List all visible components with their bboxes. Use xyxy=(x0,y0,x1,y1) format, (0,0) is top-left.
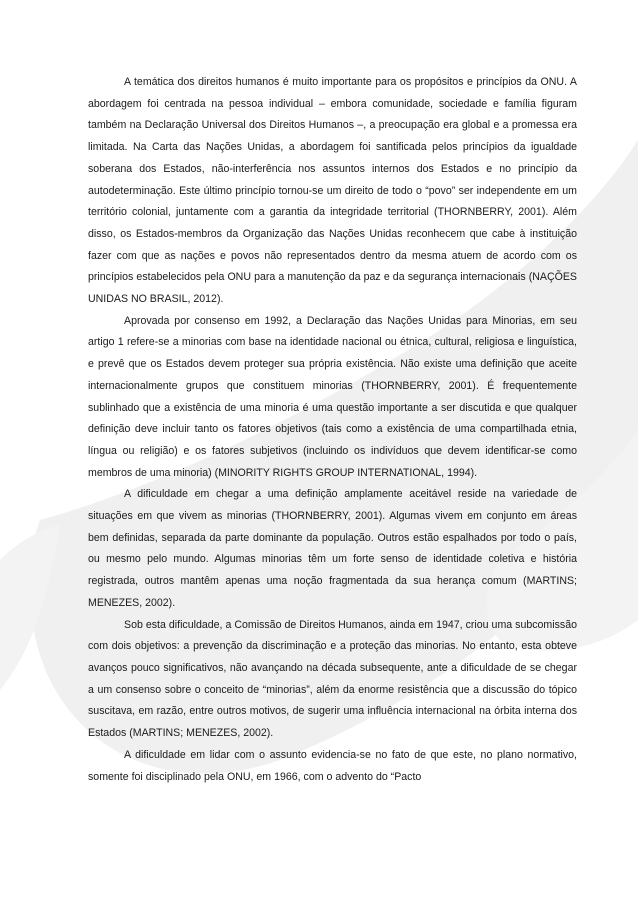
paragraph-3: A dificuldade em chegar a uma definição amplamente aceitável reside na variedade de situações em que vivem as minorias (THORNBERRY, 2001). Algumas vivem em conjunto em áreas bem definidas, separada da parte dominante da população. Outros estão espalhados por todo o país, ou mesmo pelo mundo. Algumas minorias têm um forte senso de identidade coletiva e história registrada, outros mantêm apenas uma noção fragmentada da sua herança comum (MARTINS; MENEZES, 2002). xyxy=(88,488,577,609)
paragraph-5: A dificuldade em lidar com o assunto evidencia-se no fato de que este, no plano normativo, somente foi disciplinado pela ONU, em 1966, com o advento do “Pacto xyxy=(88,748,577,783)
paragraph-4: Sob esta dificuldade, a Comissão de Direitos Humanos, ainda em 1947, criou uma subcomissão com dois objetivos: a prevenção da discriminação e a proteção das minorias. No entanto, esta obteve avanços pouco significativos, não avançando na década subsequente, ante a dificuldade de se chegar a um consenso sobre o conceito de “minorias”, além da enorme resistência que a discussão do tópico suscitava, em razão, entre outros motivos, de sugerir uma influência internacional na órbita interna dos Estados (MARTINS; MENEZES, 2002). xyxy=(88,618,577,740)
paragraph-1: A temática dos direitos humanos é muito importante para os propósitos e princípios da ONU. A abordagem foi centrada na pessoa individual – embora comunidade, sociedade e família figuram também na Declaração Universal dos Direitos Humanos –, a preocupação era global e a promessa era limitada. Na Carta das Nações Unidas, a abordagem foi santificada pelos princípios da igualdade soberana dos Estados, não-interferência nos assuntos internos dos Estados e no princípio da autodeterminação. Este último princípio tornou-se um direito de todo o “povo” ser independente em um território colonial, juntamente com a garantia da integridade territorial (THORNBERRY, 2001). Além disso, os Estados-membros da Organização das Nações Unidas reconhecem que cabe à instituição fazer com que as nações e povos não representados dentro da mesma atuem de acordo com os princípios estabelecidos pela ONU para a manutenção da paz e da segurança internacionais (NAÇÕES UNIDAS NO BRASIL, 2012). xyxy=(88,76,577,306)
document-body xyxy=(88,72,577,788)
paragraph-2: Aprovada por consenso em 1992, a Declaração das Nações Unidas para Minorias, em seu artigo 1 refere-se a minorias com base na identidade nacional ou étnica, cultural, religiosa e linguística, e prevê que os Estados devem proteger sua própria existência. Não existe uma definição que aceite internacionalmente grupos que constituem minorias (THORNBERRY, 2001). É frequentemente sublinhado que a existência de uma minoria é uma questão importante a ser discutida e que qualquer definição deve incluir tanto os fatores objetivos (tais como a existência de uma compartilhada etnia, língua ou religião) e os fatores subjetivos (incluindo os indivíduos que devem identificar-se como membros de uma minoria) (MINORITY RIGHTS GROUP INTERNATIONAL, 1994). xyxy=(88,314,577,479)
